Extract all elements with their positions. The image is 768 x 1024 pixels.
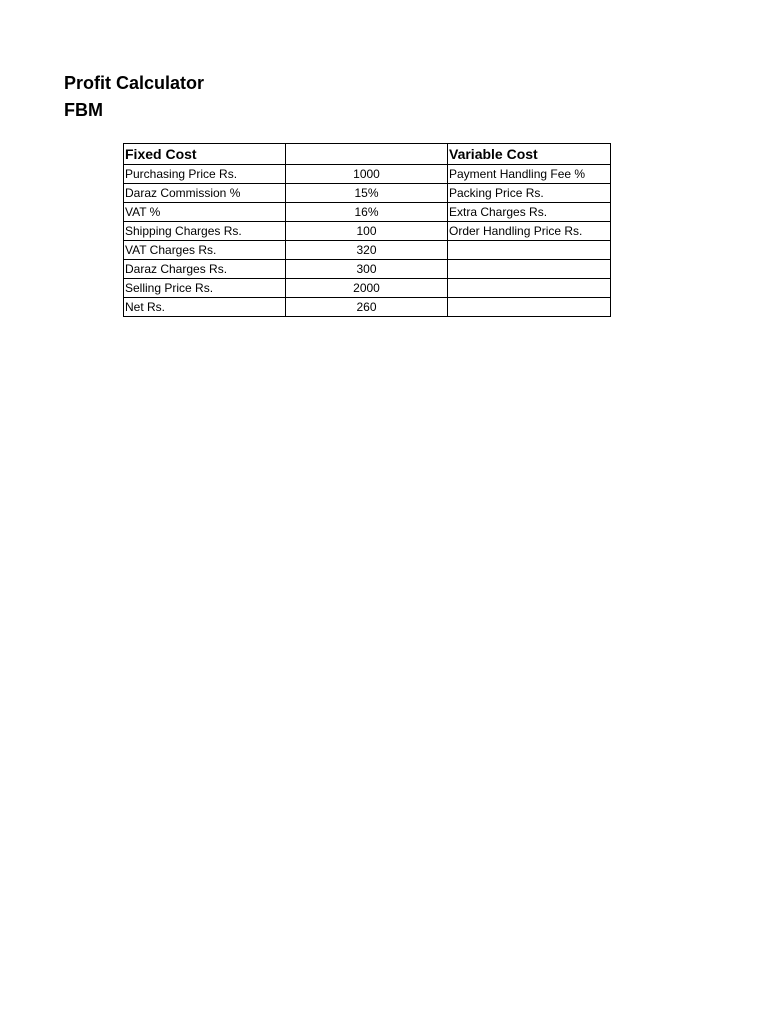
- table-row: [124, 260, 611, 279]
- row-label: VAT %: [124, 203, 286, 222]
- page-subtitle: FBM: [64, 100, 103, 120]
- row-value: 320: [286, 241, 448, 260]
- table-row: [124, 222, 611, 241]
- table-row: [124, 203, 611, 222]
- row-label: Purchasing Price Rs.: [124, 165, 286, 184]
- row-label: Daraz Commission %: [124, 184, 286, 203]
- row-value: 15%: [286, 184, 448, 203]
- row-variable: Extra Charges Rs.: [448, 203, 611, 222]
- table-row: [124, 241, 611, 260]
- row-value: 16%: [286, 203, 448, 222]
- table-row: [124, 298, 611, 317]
- row-variable: [448, 260, 611, 279]
- row-label: Selling Price Rs.: [124, 279, 286, 298]
- table-row: [124, 184, 611, 203]
- row-variable: [448, 279, 611, 298]
- row-variable: Payment Handling Fee %: [448, 165, 611, 184]
- table-row: [124, 279, 611, 298]
- page-title: Profit Calculator: [64, 73, 205, 93]
- row-value: 100: [286, 222, 448, 241]
- row-label: Shipping Charges Rs.: [124, 222, 286, 241]
- row-label: Net Rs.: [124, 298, 286, 317]
- row-value: 2000: [286, 279, 448, 298]
- row-variable: [448, 298, 611, 317]
- header-value: [286, 144, 448, 165]
- row-variable: [448, 241, 611, 260]
- row-value: 300: [286, 260, 448, 279]
- profit-calculator-table: [123, 143, 611, 317]
- row-label: Daraz Charges Rs.: [124, 260, 286, 279]
- header-variable-cost: Variable Cost: [448, 144, 611, 165]
- row-value: 1000: [286, 165, 448, 184]
- table-header-row: [124, 144, 611, 165]
- row-value: 260: [286, 298, 448, 317]
- row-label: VAT Charges Rs.: [124, 241, 286, 260]
- header-fixed-cost: Fixed Cost: [124, 144, 286, 165]
- row-variable: Packing Price Rs.: [448, 184, 611, 203]
- row-variable: Order Handling Price Rs.: [448, 222, 611, 241]
- table-row: [124, 165, 611, 184]
